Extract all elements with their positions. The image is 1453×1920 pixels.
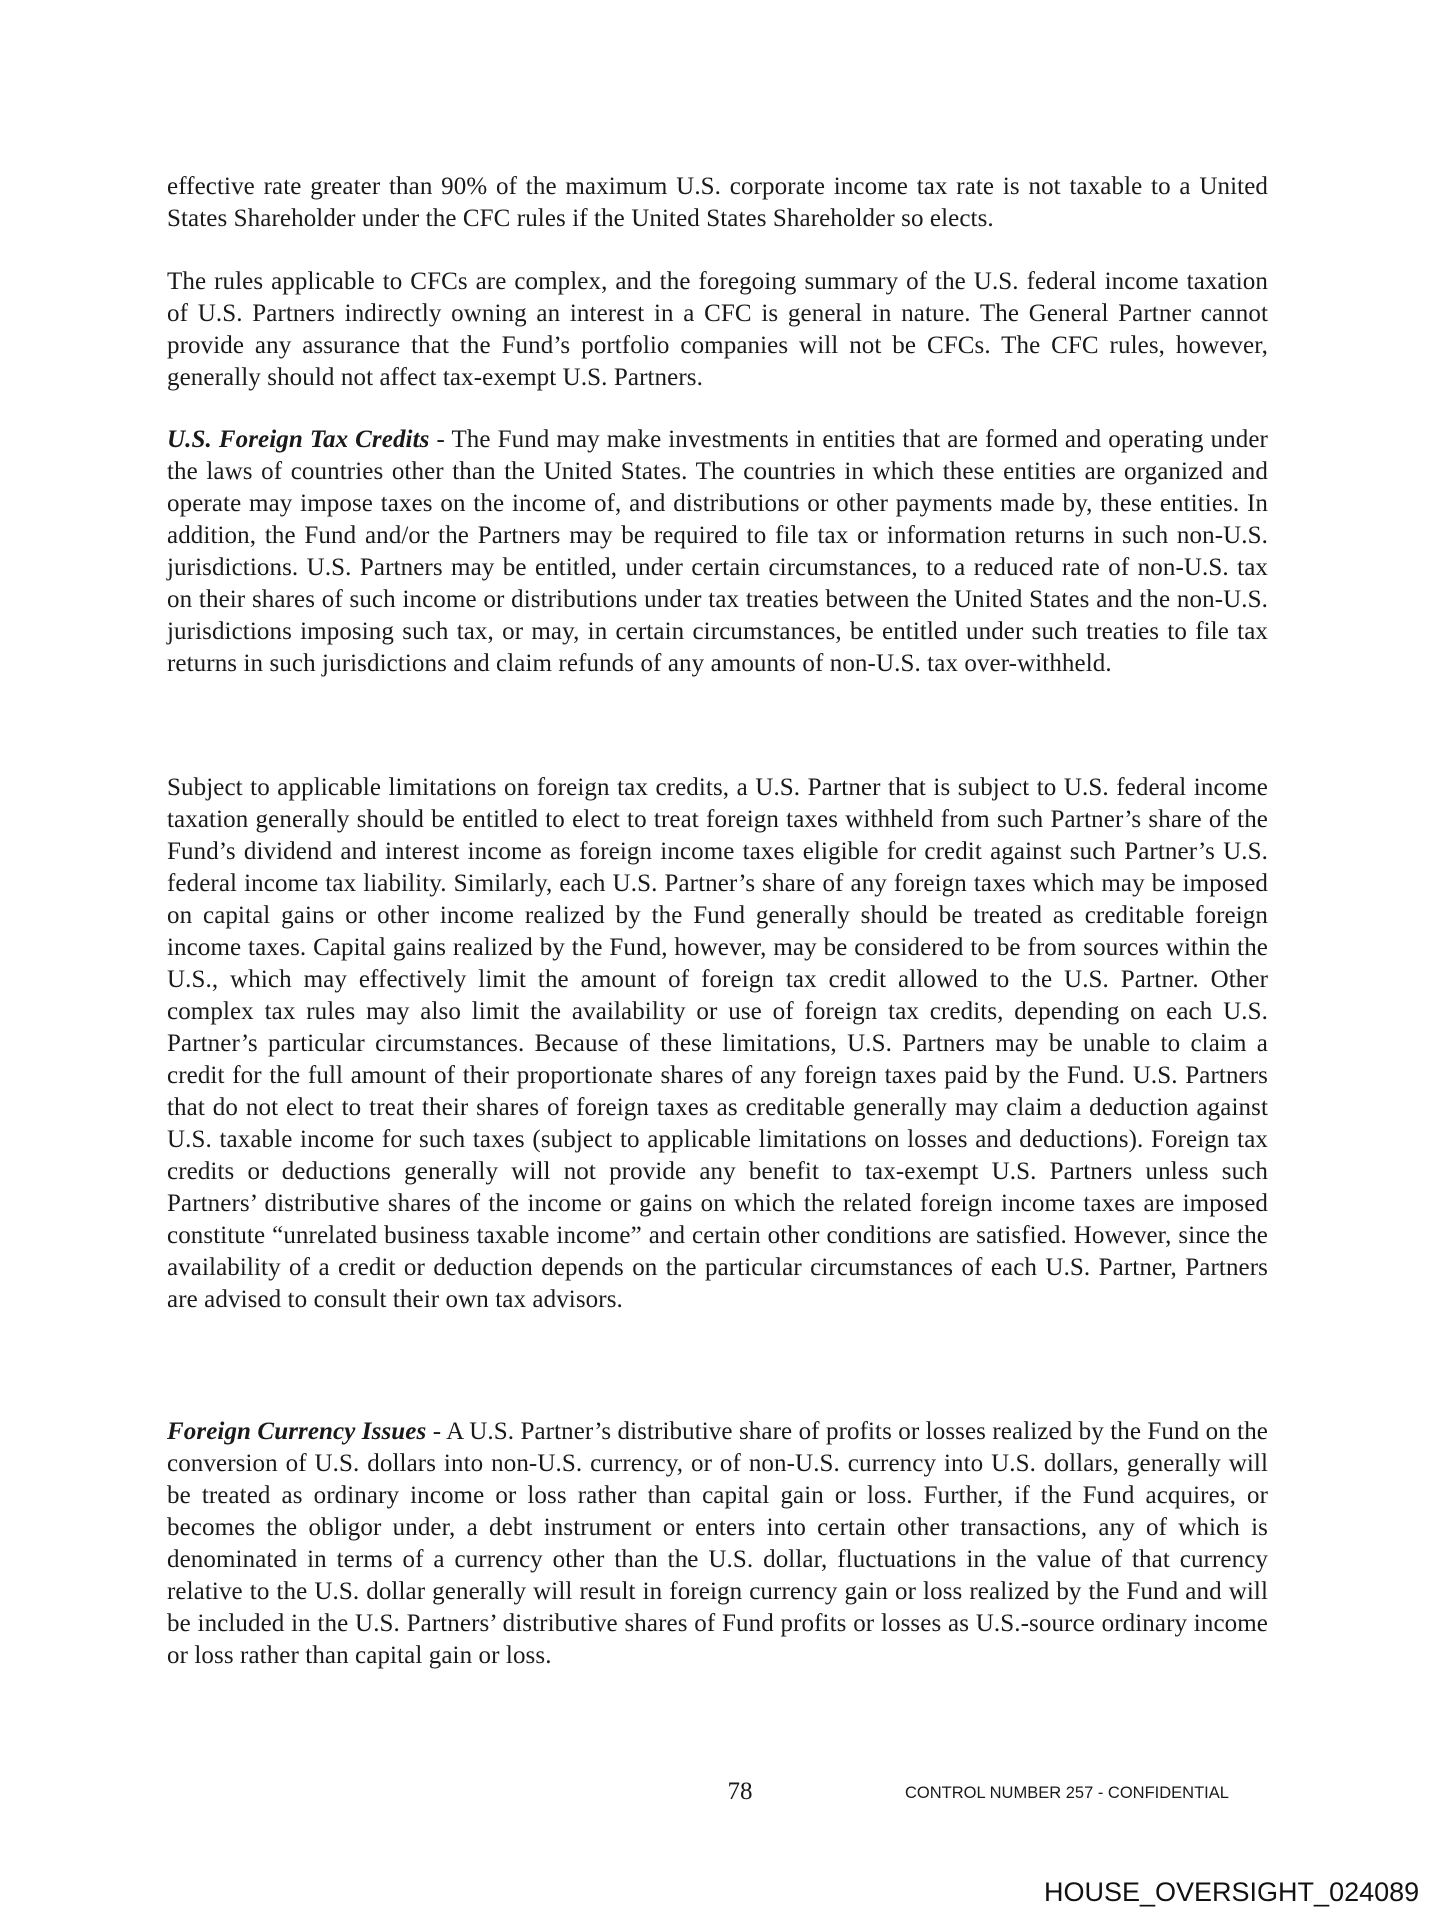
paragraph-text: effective rate greater than 90% of the maximum U.S. corporate income tax rate is not taxable to a United States Shareholder under the CFC rules if the United States Shareholder so elects.	[167, 173, 1268, 232]
section-heading-foreign-currency-issues: Foreign Currency Issues	[167, 1418, 427, 1445]
section-heading-foreign-tax-credits: U.S. Foreign Tax Credits	[167, 426, 430, 453]
paragraph-text: - A U.S. Partner’s distributive share of profits or losses realized by the Fund on the conversion of U.S. dollars into non-U.S. currency, or of non-U.S. currency into U.S. dollars, generally will be treated as ordinary income or loss rather than capital gain or loss. Further, if the Fund acquires, or becomes the obligor under, a debt instrument or enters into certain other transactions, any of which is denominated in terms of a currency other than the U.S. dollar, fluctuations in the value of that currency relative to the U.S. dollar generally will result in foreign currency gain or loss realized by the Fund and will be included in the U.S. Partners’ distributive shares of Fund profits or losses as U.S.-source ordinary income or loss rather than capital gain or loss.	[167, 1418, 1268, 1669]
paragraph-cfc-election	[167, 171, 1268, 235]
paragraph-text: Subject to applicable limitations on foreign tax credits, a U.S. Partner that is subject to U.S. federal income taxation generally should be entitled to elect to treat foreign taxes withheld from such Partner’s share of the Fund’s dividend and interest income as foreign income taxes eligible for credit against such Partner’s U.S. federal income tax liability. Similarly, each U.S. Partner’s share of any foreign taxes which may be imposed on capital gains or other income realized by the Fund generally should be treated as creditable foreign income taxes. Capital gains realized by the Fund, however, may be considered to be from sources within the U.S., which may effectively limit the amount of foreign tax credit allowed to the U.S. Partner. Other complex tax rules may also limit the availability or use of foreign tax credits, depending on each U.S. Partner’s particular circumstances. Because of these limitations, U.S. Partners may be unable to claim a credit for the full amount of their proportionate shares of any foreign taxes paid by the Fund. U.S. Partners that do not elect to treat their shares of foreign taxes as creditable generally may claim a deduction against U.S. taxable income for such taxes (subject to applicable limitations on losses and deductions). Foreign tax credits or deductions generally will not provide any benefit to tax-exempt U.S. Partners unless such Partners’ distributive shares of the income or gains on which the related foreign income taxes are imposed constitute “unrelated business taxable income” and certain other conditions are satisfied. However, since the availability of a credit or deduction depends on the particular circumstances of each U.S. Partner, Partners are advised to consult their own tax advisors.	[167, 774, 1268, 1313]
paragraph-foreign-tax-credit-limitations	[167, 772, 1268, 1316]
paragraph-foreign-tax-credits	[167, 424, 1268, 680]
control-number-label: CONTROL NUMBER 257 - CONFIDENTIAL	[905, 1784, 1229, 1802]
paragraph-text: The rules applicable to CFCs are complex, and the foregoing summary of the U.S. federal income taxation of U.S. Partners indirectly owning an interest in a CFC is general in nature. The General Partner cannot provide any assurance that the Fund’s portfolio companies will not be CFCs. The CFC rules, however, generally should not affect tax-exempt U.S. Partners.	[167, 268, 1268, 391]
paragraph-foreign-currency-issues	[167, 1416, 1268, 1672]
bates-number: HOUSE_OVERSIGHT_024089	[1044, 1877, 1420, 1907]
paragraph-cfc-rules-summary	[167, 266, 1268, 394]
paragraph-text: - The Fund may make investments in entities that are formed and operating under the laws of countries other than the United States. The countries in which these entities are organized and operate may impose taxes on the income of, and distributions or other payments made by, these entities. In addition, the Fund and/or the Partners may be required to file tax or information returns in such non-U.S. jurisdictions. U.S. Partners may be entitled, under certain circumstances, to a reduced rate of non-U.S. tax on their shares of such income or distributions under tax treaties between the United States and the non-U.S. jurisdictions imposing such tax, or may, in certain circumstances, be entitled under such treaties to file tax returns in such jurisdictions and claim refunds of any amounts of non-U.S. tax over-withheld.	[167, 426, 1268, 677]
page-number: 78	[727, 1778, 753, 1805]
